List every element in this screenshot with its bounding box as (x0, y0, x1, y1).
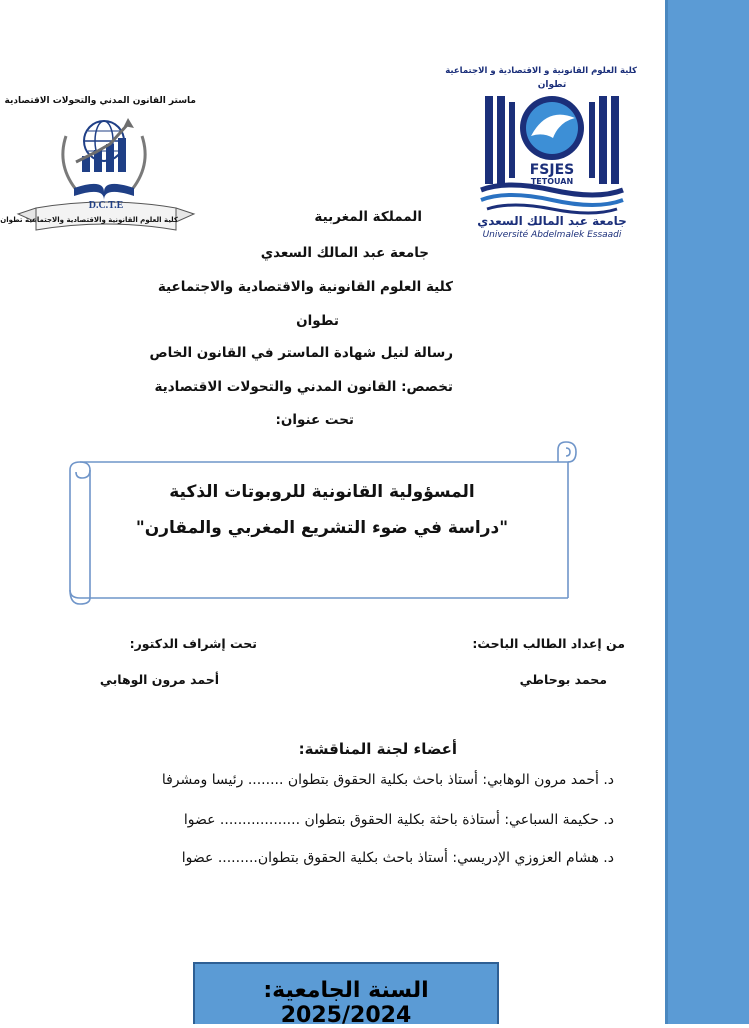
under-title-heading: تحت عنوان: (275, 412, 354, 428)
fsjes-city-fr: TETOUAN (530, 177, 574, 186)
master-logo-acronym: D.C.T.E (88, 200, 124, 211)
specialty-heading: تخصص: القانون المدني والتحولات الاقتصادية (154, 379, 453, 395)
thesis-title-line2: "دراسة في ضوء التشريع المغربي والمقارن" (135, 518, 509, 538)
academic-year-box (193, 962, 499, 1028)
master-logo-ribbon-text: كلية العلوم القانونية والاقتصادية والاجتماعية تطوان (0, 216, 178, 224)
fsjes-univ-fr: Université Abdelmalek Essaadi (482, 230, 622, 240)
student-name: محمد بوحاطي (519, 672, 607, 687)
thesis-title-line1: المسؤولية القانونية للروبوتات الذكية (169, 482, 475, 502)
university-heading: جامعة عبد المالك السعدي (260, 245, 429, 261)
city-heading: تطوان (296, 313, 339, 329)
fsjes-caption: كلية العلوم القانونية و الاقتصادية و الاجتماعية (445, 66, 637, 76)
thesis-heading: رسالة لنيل شهادة الماستر في القانون الخاص (149, 345, 453, 361)
supervisor-name: أحمد مرون الوهابي (99, 672, 219, 687)
student-label: من إعداد الطالب الباحث: (472, 636, 625, 651)
jury-member: د. هشام العزوزي الإدريسي: أستاذ باحث بكلية الحقوق بتطوان......... عضوا (181, 850, 614, 866)
academic-year: السنة الجامعية: 2025/2024 (263, 978, 429, 1028)
master-logo-caption: ماستر القانون المدني والتحولات الاقتصادية (4, 96, 196, 106)
fsjes-logo (445, 66, 637, 246)
kingdom-heading: المملكة المغربية (314, 209, 422, 225)
master-logo (0, 96, 196, 246)
jury-member: د. حكيمة السباعي: أستاذة باحثة بكلية الحقوق بتطوان .................. عضوا (183, 812, 614, 828)
fsjes-acronym: FSJES (529, 162, 575, 178)
jury-member: د. أحمد مرون الوهابي: أستاذ باحث بكلية الحقوق بتطوان ........ رئيسا ومشرفا (161, 772, 614, 788)
decorative-side-bar (665, 0, 749, 1024)
jury-heading: أعضاء لجنة المناقشة: (298, 740, 457, 758)
fsjes-univ-ar: جامعة عبد المالك السعدي (477, 214, 627, 228)
supervisor-label: تحت إشراف الدكتور: (129, 636, 257, 651)
faculty-heading: كلية العلوم القانونية والاقتصادية والاجتماعية (157, 279, 453, 295)
fsjes-caption-city: تطوان (537, 80, 567, 90)
